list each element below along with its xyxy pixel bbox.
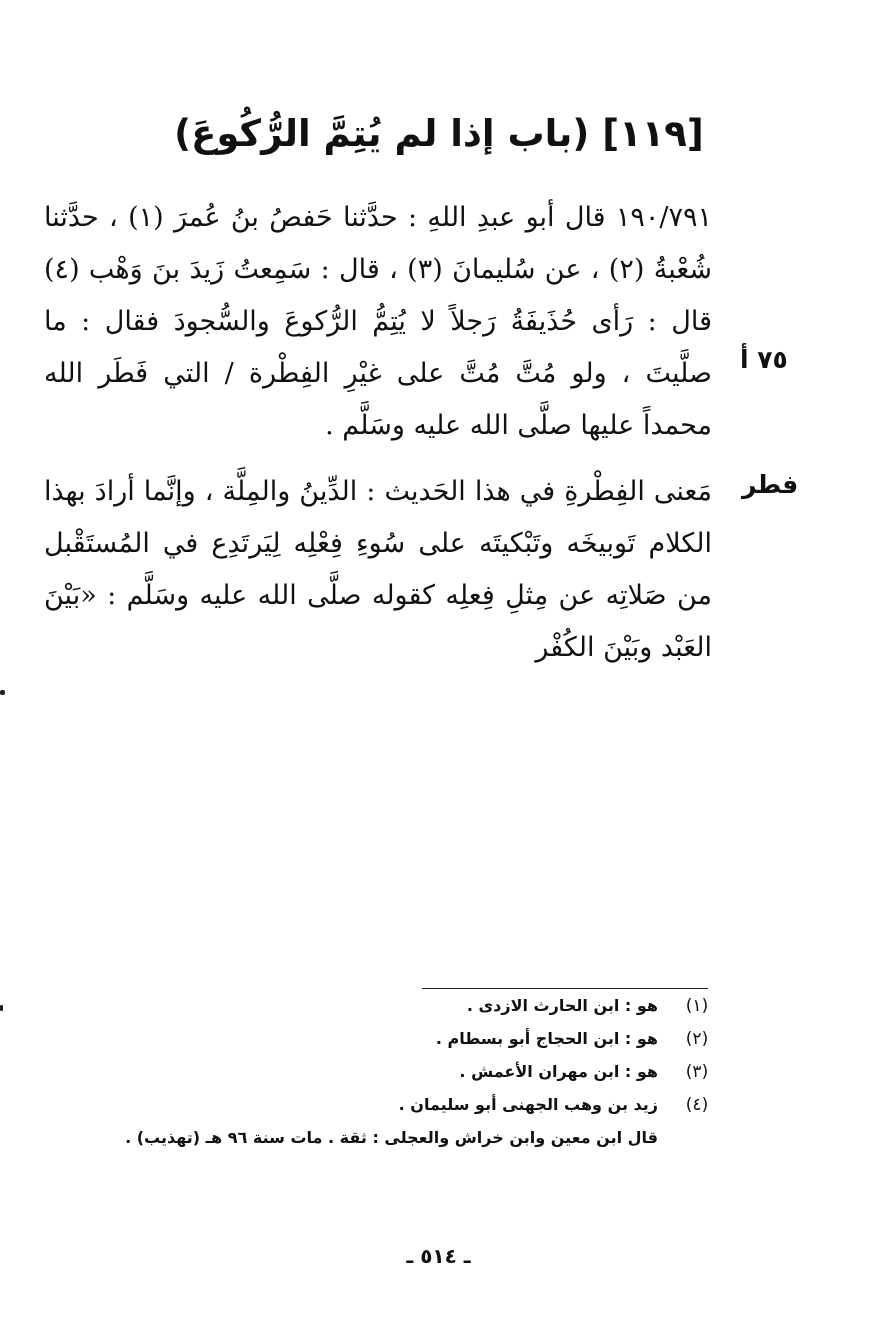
footnote-item (40, 996, 716, 1029)
footnote-text: هو : ابن الحارث الازدى . (466, 996, 658, 1015)
footnote-item (40, 1062, 716, 1095)
footnotes (40, 996, 716, 1161)
margin-keyword: فطر (742, 470, 799, 499)
page-number: ـ ٥١٤ ـ (406, 1244, 471, 1268)
footnote-separator (422, 988, 708, 989)
main-text (44, 192, 712, 674)
scan-mark (0, 690, 5, 695)
gloss-paragraph: مَعنى الفِطْرةِ في هذا الحَديث : الدِّينُ والمِلَّة ، وإنَّما أرادَ بهذا الكلام تَوبيخَه وتَبْكيتَه على سُوءِ فِعْلِه لِيَرتَدِع في المُستَقْبل من صَلاتِه عن مِثلِ فِعلِه كقوله صلَّى الله عليه وسَلَّم : «بَيْنَ العَبْد وبَيْنَ الكُفْر (44, 476, 712, 663)
footnote-number: (٢) (685, 1029, 709, 1049)
footnote-text: هو : ابن الحجاج أبو بسطام . (435, 1029, 658, 1048)
footnote-item (40, 1029, 716, 1062)
footnote-number: (١) (685, 996, 709, 1016)
hadith-paragraph: ١٩٠/٧٩١ قال أبو عبدِ اللهِ : حدَّثنا حَفصُ بنُ عُمرَ (١) ، حدَّثنا شُعْبةُ (٢) ، عن سُليمانَ (٣) ، قال : سَمِعتُ زَيدَ بنَ وَهْب (٤) قال : رَأى حُذَيفَةُ رَجلاً لا يُتِمُّ الرُّكوعَ والسُّجودَ فقال : ما صلَّيتَ ، ولو مُتَّ مُتَّ على غيْرِ الفِطْرة / التي فَطَر الله محمداً عليها صلَّى الله عليه وسَلَّم . (44, 202, 713, 441)
chapter-heading: [١١٩] (باب إذا لم يُتِمَّ الرُّكُوعَ) (174, 112, 704, 155)
footnote-continuation: قال ابن معين وابن خراش والعجلى : ثقة . مات سنة ٩٦ هـ (تهذيب) . (125, 1128, 658, 1147)
footnote-text: زيد بن وهب الجهنى أبو سليمان . (398, 1095, 658, 1114)
footnote-text: هو : ابن مهران الأعمش . (459, 1062, 658, 1081)
scan-mark (0, 1005, 3, 1011)
footnote-number: (٣) (685, 1062, 709, 1082)
margin-folio-marker: ٧٥ أ (740, 345, 788, 374)
footnote-number: (٤) (685, 1095, 709, 1115)
footnote-item (40, 1095, 716, 1128)
